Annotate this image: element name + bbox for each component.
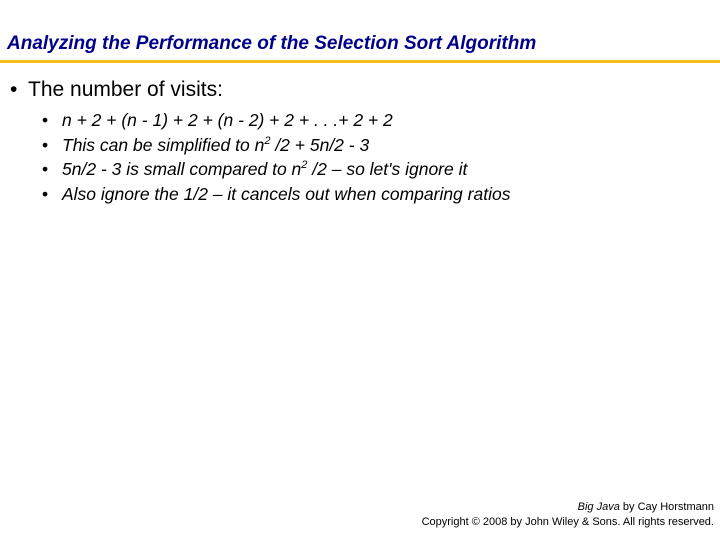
sub-bullet-text-post: /2 – so let's ignore it: [307, 159, 468, 179]
main-bullet: [10, 78, 223, 102]
sub-bullet-ignore-half: [42, 182, 510, 207]
title-underline: [0, 60, 720, 63]
bullet-dot: •: [42, 183, 49, 204]
book-title: Big Java: [577, 501, 620, 513]
sub-bullet-visit-sum: [42, 108, 510, 133]
slide-title: Analyzing the Performance of the Selection Sort Algorithm: [7, 33, 537, 54]
sub-bullet-text-post: /2 + 5n/2 - 3: [270, 134, 370, 155]
sub-bullet-text: Also ignore the 1/2 – it cancels out when comparing ratios: [62, 183, 511, 204]
footer-book-line: [422, 500, 714, 515]
exponent: 2: [264, 134, 271, 147]
footer-copyright: Copyright © 2008 by John Wiley & Sons. All rights reserved.: [421, 516, 714, 528]
bullet-dot: •: [42, 159, 49, 179]
bullet-dot: •: [42, 134, 49, 155]
exponent: 2: [301, 159, 308, 171]
footer-credit: [422, 500, 714, 530]
sub-bullet-text-pre: This can be simplified to n: [62, 134, 265, 155]
sub-bullet-simplified: [42, 133, 510, 158]
sub-bullet-text-pre: 5n/2 - 3 is small compared to n: [62, 159, 302, 179]
book-author: by Cay Horstmann: [619, 501, 714, 513]
sub-bullet-text: n + 2 + (n - 1) + 2 + (n - 2) + 2 + . . .+ 2 + 2: [62, 110, 393, 130]
sub-bullet-ignore-linear: [42, 157, 510, 182]
bullet-dot: •: [42, 110, 49, 130]
bullet-dot: •: [10, 78, 18, 101]
main-bullet-text: The number of visits:: [28, 78, 223, 101]
sub-bullet-list: [42, 108, 510, 206]
